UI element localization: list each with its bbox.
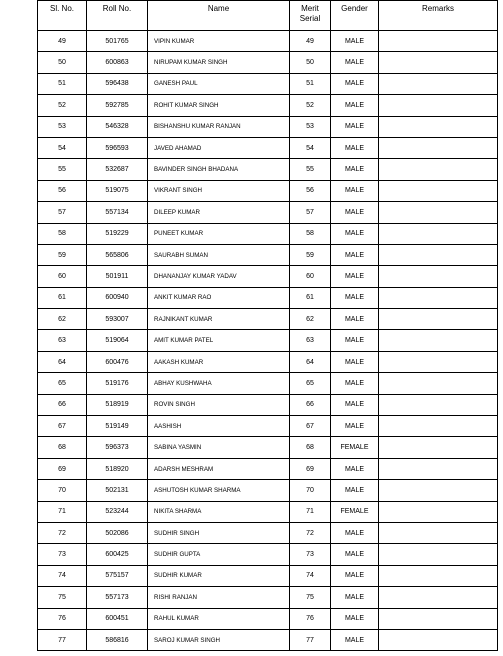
cell-gender: MALE <box>331 116 379 137</box>
table-row <box>38 116 498 137</box>
cell-roll-no: 519149 <box>87 416 148 437</box>
cell-roll-no: 565806 <box>87 244 148 265</box>
cell-merit-serial: 50 <box>290 52 331 73</box>
header-roll-no: Roll No. <box>87 1 148 31</box>
header-name: Name <box>148 1 290 31</box>
cell-name: BISHANSHU KUMAR RANJAN <box>148 116 290 137</box>
table-row <box>38 522 498 543</box>
cell-name: SAROJ KUMAR SINGH <box>148 629 290 650</box>
cell-gender: MALE <box>331 416 379 437</box>
cell-roll-no: 600476 <box>87 351 148 372</box>
cell-gender: FEMALE <box>331 437 379 458</box>
cell-gender: MALE <box>331 137 379 158</box>
header-sl-no: Sl. No. <box>38 1 87 31</box>
cell-remarks <box>379 416 498 437</box>
cell-roll-no: 519176 <box>87 373 148 394</box>
cell-gender: MALE <box>331 244 379 265</box>
cell-sl-no: 52 <box>38 95 87 116</box>
cell-gender: MALE <box>331 73 379 94</box>
cell-roll-no: 557134 <box>87 202 148 223</box>
cell-sl-no: 59 <box>38 244 87 265</box>
cell-roll-no: 600940 <box>87 287 148 308</box>
cell-gender: MALE <box>331 629 379 650</box>
cell-name: BAVINDER SINGH BHADANA <box>148 159 290 180</box>
cell-remarks <box>379 95 498 116</box>
cell-sl-no: 63 <box>38 330 87 351</box>
cell-gender: MALE <box>331 351 379 372</box>
cell-roll-no: 502086 <box>87 522 148 543</box>
cell-roll-no: 596593 <box>87 137 148 158</box>
table-row <box>38 501 498 522</box>
cell-roll-no: 586816 <box>87 629 148 650</box>
cell-remarks <box>379 394 498 415</box>
header-merit-serial-line1: Merit <box>301 4 319 13</box>
cell-gender: MALE <box>331 565 379 586</box>
cell-merit-serial: 75 <box>290 587 331 608</box>
cell-remarks <box>379 52 498 73</box>
cell-sl-no: 68 <box>38 437 87 458</box>
cell-remarks <box>379 309 498 330</box>
cell-roll-no: 557173 <box>87 587 148 608</box>
cell-remarks <box>379 522 498 543</box>
cell-roll-no: 501765 <box>87 31 148 52</box>
cell-name: SAURABH SUMAN <box>148 244 290 265</box>
table-header-row <box>38 1 498 31</box>
cell-sl-no: 62 <box>38 309 87 330</box>
table-row <box>38 52 498 73</box>
table-row <box>38 544 498 565</box>
merit-list-table <box>37 0 498 651</box>
cell-sl-no: 65 <box>38 373 87 394</box>
cell-roll-no: 523244 <box>87 501 148 522</box>
cell-remarks <box>379 437 498 458</box>
cell-roll-no: 518919 <box>87 394 148 415</box>
cell-name: SUDHIR SINGH <box>148 522 290 543</box>
cell-remarks <box>379 351 498 372</box>
table-row <box>38 351 498 372</box>
cell-roll-no: 600863 <box>87 52 148 73</box>
cell-remarks <box>379 373 498 394</box>
cell-merit-serial: 69 <box>290 458 331 479</box>
table-row <box>38 95 498 116</box>
cell-gender: MALE <box>331 159 379 180</box>
cell-name: ROHIT KUMAR SINGH <box>148 95 290 116</box>
cell-name: AASHISH <box>148 416 290 437</box>
cell-remarks <box>379 180 498 201</box>
cell-merit-serial: 70 <box>290 480 331 501</box>
cell-sl-no: 51 <box>38 73 87 94</box>
cell-gender: MALE <box>331 522 379 543</box>
cell-sl-no: 75 <box>38 587 87 608</box>
cell-sl-no: 53 <box>38 116 87 137</box>
cell-sl-no: 54 <box>38 137 87 158</box>
cell-name: PUNEET KUMAR <box>148 223 290 244</box>
cell-roll-no: 519075 <box>87 180 148 201</box>
table-row <box>38 244 498 265</box>
header-gender: Gender <box>331 1 379 31</box>
cell-sl-no: 70 <box>38 480 87 501</box>
cell-sl-no: 64 <box>38 351 87 372</box>
cell-name: VIKRANT SINGH <box>148 180 290 201</box>
cell-roll-no: 546328 <box>87 116 148 137</box>
cell-sl-no: 57 <box>38 202 87 223</box>
cell-sl-no: 72 <box>38 522 87 543</box>
cell-roll-no: 600425 <box>87 544 148 565</box>
cell-roll-no: 593007 <box>87 309 148 330</box>
cell-name: VIPIN KUMAR <box>148 31 290 52</box>
cell-merit-serial: 72 <box>290 522 331 543</box>
table-row <box>38 202 498 223</box>
cell-sl-no: 56 <box>38 180 87 201</box>
table-row <box>38 31 498 52</box>
cell-gender: MALE <box>331 608 379 629</box>
cell-gender: MALE <box>331 52 379 73</box>
cell-remarks <box>379 501 498 522</box>
cell-remarks <box>379 266 498 287</box>
cell-sl-no: 50 <box>38 52 87 73</box>
cell-sl-no: 69 <box>38 458 87 479</box>
cell-merit-serial: 64 <box>290 351 331 372</box>
cell-name: ANKIT KUMAR RAO <box>148 287 290 308</box>
cell-merit-serial: 61 <box>290 287 331 308</box>
cell-roll-no: 596438 <box>87 73 148 94</box>
cell-roll-no: 501911 <box>87 266 148 287</box>
cell-merit-serial: 63 <box>290 330 331 351</box>
cell-gender: MALE <box>331 95 379 116</box>
cell-gender: MALE <box>331 266 379 287</box>
cell-name: RAJNIKANT KUMAR <box>148 309 290 330</box>
table-row <box>38 394 498 415</box>
cell-name: ABHAY KUSHWAHA <box>148 373 290 394</box>
cell-merit-serial: 66 <box>290 394 331 415</box>
cell-gender: MALE <box>331 309 379 330</box>
cell-remarks <box>379 223 498 244</box>
header-merit-serial <box>290 1 331 31</box>
cell-merit-serial: 73 <box>290 544 331 565</box>
cell-sl-no: 67 <box>38 416 87 437</box>
cell-gender: MALE <box>331 544 379 565</box>
cell-name: NIRUPAM KUMAR SINGH <box>148 52 290 73</box>
cell-remarks <box>379 587 498 608</box>
cell-merit-serial: 68 <box>290 437 331 458</box>
cell-roll-no: 596373 <box>87 437 148 458</box>
cell-remarks <box>379 544 498 565</box>
cell-remarks <box>379 287 498 308</box>
cell-name: ROVIN SINGH <box>148 394 290 415</box>
cell-sl-no: 74 <box>38 565 87 586</box>
cell-merit-serial: 74 <box>290 565 331 586</box>
cell-sl-no: 49 <box>38 31 87 52</box>
header-merit-serial-line2: Serial <box>299 14 321 23</box>
cell-merit-serial: 76 <box>290 608 331 629</box>
cell-name: ASHUTOSH KUMAR SHARMA <box>148 480 290 501</box>
cell-gender: MALE <box>331 458 379 479</box>
table-row <box>38 437 498 458</box>
cell-merit-serial: 58 <box>290 223 331 244</box>
cell-merit-serial: 54 <box>290 137 331 158</box>
cell-roll-no: 592785 <box>87 95 148 116</box>
cell-gender: MALE <box>331 330 379 351</box>
cell-name: DILEEP KUMAR <box>148 202 290 223</box>
cell-merit-serial: 49 <box>290 31 331 52</box>
cell-sl-no: 66 <box>38 394 87 415</box>
table-row <box>38 266 498 287</box>
cell-remarks <box>379 629 498 650</box>
cell-remarks <box>379 244 498 265</box>
cell-roll-no: 502131 <box>87 480 148 501</box>
cell-gender: MALE <box>331 202 379 223</box>
cell-remarks <box>379 31 498 52</box>
cell-remarks <box>379 480 498 501</box>
cell-gender: MALE <box>331 373 379 394</box>
cell-merit-serial: 71 <box>290 501 331 522</box>
cell-sl-no: 60 <box>38 266 87 287</box>
cell-roll-no: 519064 <box>87 330 148 351</box>
table-row <box>38 416 498 437</box>
table-row <box>38 223 498 244</box>
cell-sl-no: 77 <box>38 629 87 650</box>
cell-name: AAKASH KUMAR <box>148 351 290 372</box>
cell-gender: FEMALE <box>331 501 379 522</box>
cell-merit-serial: 55 <box>290 159 331 180</box>
cell-remarks <box>379 565 498 586</box>
cell-gender: MALE <box>331 223 379 244</box>
cell-name: RAHUL KUMAR <box>148 608 290 629</box>
table-row <box>38 309 498 330</box>
table-row <box>38 587 498 608</box>
cell-merit-serial: 57 <box>290 202 331 223</box>
cell-sl-no: 58 <box>38 223 87 244</box>
cell-name: NIKITA SHARMA <box>148 501 290 522</box>
table-row <box>38 180 498 201</box>
cell-merit-serial: 60 <box>290 266 331 287</box>
cell-gender: MALE <box>331 480 379 501</box>
cell-roll-no: 519229 <box>87 223 148 244</box>
cell-remarks <box>379 137 498 158</box>
cell-sl-no: 76 <box>38 608 87 629</box>
table-row <box>38 480 498 501</box>
table-row <box>38 137 498 158</box>
table-row <box>38 287 498 308</box>
cell-roll-no: 518920 <box>87 458 148 479</box>
cell-merit-serial: 77 <box>290 629 331 650</box>
cell-merit-serial: 51 <box>290 73 331 94</box>
cell-remarks <box>379 458 498 479</box>
cell-merit-serial: 52 <box>290 95 331 116</box>
cell-name: SUDHIR KUMAR <box>148 565 290 586</box>
cell-remarks <box>379 159 498 180</box>
table-row <box>38 565 498 586</box>
cell-roll-no: 532687 <box>87 159 148 180</box>
table-row <box>38 458 498 479</box>
cell-sl-no: 71 <box>38 501 87 522</box>
cell-gender: MALE <box>331 180 379 201</box>
cell-remarks <box>379 73 498 94</box>
cell-sl-no: 61 <box>38 287 87 308</box>
cell-roll-no: 600451 <box>87 608 148 629</box>
cell-name: DHANANJAY KUMAR YADAV <box>148 266 290 287</box>
table-row <box>38 73 498 94</box>
table-row <box>38 373 498 394</box>
header-remarks: Remarks <box>379 1 498 31</box>
table-body <box>38 31 498 651</box>
cell-remarks <box>379 330 498 351</box>
cell-name: SUDHIR GUPTA <box>148 544 290 565</box>
cell-gender: MALE <box>331 287 379 308</box>
cell-name: AMIT KUMAR PATEL <box>148 330 290 351</box>
cell-remarks <box>379 202 498 223</box>
cell-name: GANESH PAUL <box>148 73 290 94</box>
table-row <box>38 629 498 650</box>
cell-merit-serial: 53 <box>290 116 331 137</box>
cell-roll-no: 575157 <box>87 565 148 586</box>
table-row <box>38 608 498 629</box>
cell-merit-serial: 59 <box>290 244 331 265</box>
cell-merit-serial: 65 <box>290 373 331 394</box>
cell-merit-serial: 56 <box>290 180 331 201</box>
cell-sl-no: 73 <box>38 544 87 565</box>
table-row <box>38 159 498 180</box>
cell-name: ADARSH MESHRAM <box>148 458 290 479</box>
cell-merit-serial: 67 <box>290 416 331 437</box>
table-row <box>38 330 498 351</box>
cell-gender: MALE <box>331 394 379 415</box>
cell-merit-serial: 62 <box>290 309 331 330</box>
cell-remarks <box>379 608 498 629</box>
cell-name: SABINA YASMIN <box>148 437 290 458</box>
cell-name: RISHI RANJAN <box>148 587 290 608</box>
cell-remarks <box>379 116 498 137</box>
cell-sl-no: 55 <box>38 159 87 180</box>
cell-gender: MALE <box>331 31 379 52</box>
cell-name: JAVED AHAMAD <box>148 137 290 158</box>
cell-gender: MALE <box>331 587 379 608</box>
